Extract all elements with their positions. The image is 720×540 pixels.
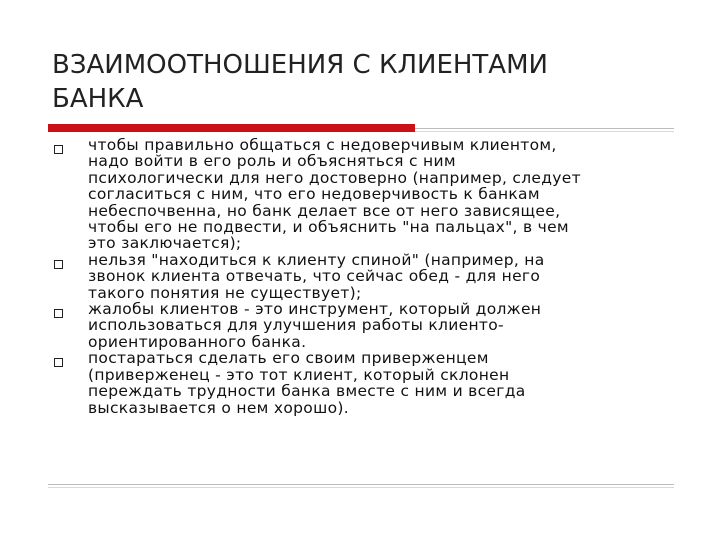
list-item-line: ориентированного банка. xyxy=(88,332,307,351)
list-item-line: надо войти в его роль и объясняться с ним xyxy=(88,152,456,171)
hollow-square-bullet-icon xyxy=(54,309,63,318)
hollow-square-bullet-icon xyxy=(54,260,63,269)
footer-divider-shadow xyxy=(48,487,674,488)
list-item-line: психологически для него достоверно (например, следует xyxy=(88,168,581,187)
hollow-square-bullet-icon xyxy=(54,145,63,154)
list-item-line: чтобы его не подвести, и объяснить "на пальцах", в чем xyxy=(88,218,569,237)
list-item-line: использоваться для улучшения работы клиенто- xyxy=(88,316,504,335)
list-item-line: высказывается о нем хорошо). xyxy=(88,398,349,417)
list-item-line: это заключается); xyxy=(88,234,242,253)
slide-title xyxy=(52,48,672,116)
list-item-line: нельзя "находиться к клиенту спиной" (например, на xyxy=(88,250,545,269)
title-accent-bar xyxy=(48,124,415,132)
list-item xyxy=(54,301,674,350)
list-item-line: такого понятия не существует); xyxy=(88,283,362,302)
list-item-line: постараться сделать его своим приверженцем xyxy=(88,349,489,368)
list-item xyxy=(54,137,674,252)
hollow-square-bullet-icon xyxy=(54,358,63,367)
list-item xyxy=(54,252,674,301)
list-item-line: чтобы правильно общаться с недоверчивым клиентом, xyxy=(88,136,557,154)
list-item xyxy=(54,350,674,416)
list-item-line: жалобы клиентов - это инструмент, который должен xyxy=(88,300,542,319)
footer-divider xyxy=(48,484,674,485)
slide-title-line: БАНКА xyxy=(52,84,144,114)
list-item-line: звонок клиента отвечать, что сейчас обед - для него xyxy=(88,267,541,286)
list-item-line: согласиться с ним, что его недоверчивость к банкам xyxy=(88,185,540,204)
list-item-line: небеспочвенна, но банк делает все от него зависящее, xyxy=(88,201,561,220)
list-item-line: переждать трудности банка вместе с ним и всегда xyxy=(88,382,526,401)
list-item-line: (приверженец - это тот клиент, который склонен xyxy=(88,365,510,384)
slide-title-line: ВЗАИМООТНОШЕНИЯ С КЛИЕНТАМИ xyxy=(52,50,548,80)
bullet-list xyxy=(54,137,674,416)
